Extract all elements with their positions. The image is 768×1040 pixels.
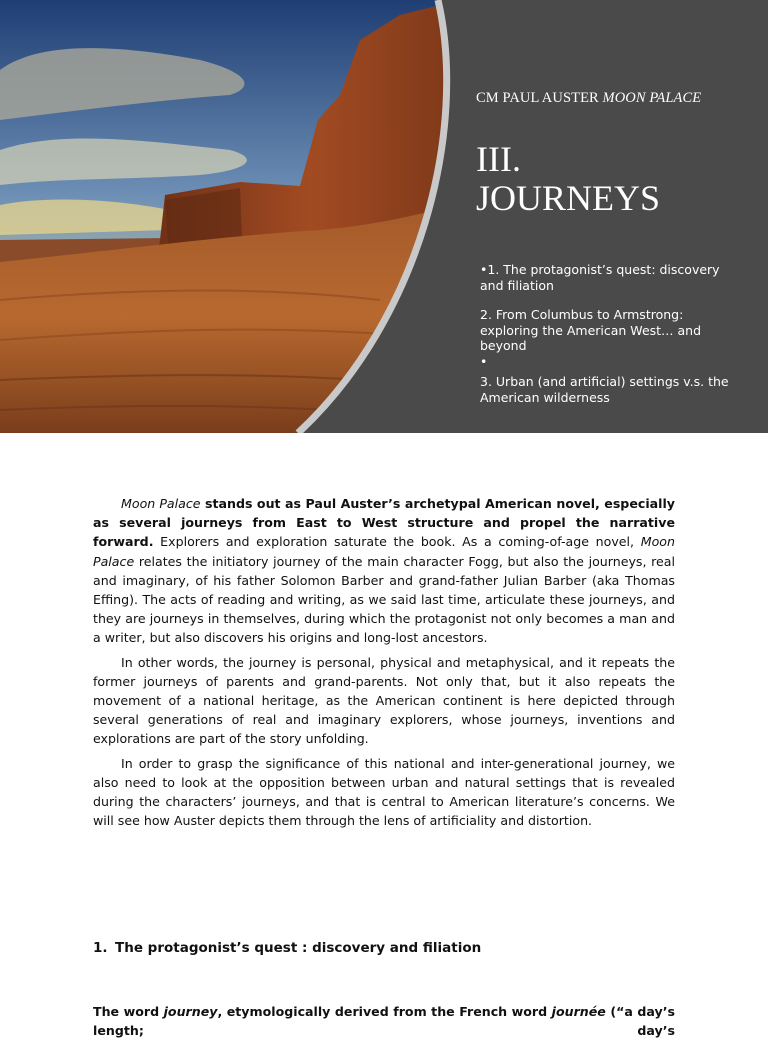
intro-text <box>93 494 675 835</box>
course-title-italic: MOON PALACE <box>602 90 702 106</box>
chapter-outline <box>480 262 742 419</box>
paragraph-1 <box>93 494 675 648</box>
paragraph-3: In order to grasp the significance of this national and inter-generational journey, we also need to look at the opposition between urban and natural settings that is revealed during the characters’ journeys, and that is central to American literature’s concerns. We will see how Auster depicts them through the lens of artificiality and distortion. <box>93 755 675 829</box>
text-run: , etymologically derived from the French word <box>217 1004 552 1019</box>
chapter-name: JOURNEYS <box>476 178 661 218</box>
outline-item-3: 3. Urban (and artificial) settings v.s. the American wilderness <box>480 373 729 405</box>
header-banner <box>0 0 768 433</box>
paragraph-1-text-b: relates the initiatory journey of the main character Fogg, but also the journeys, real and imaginary, of his father Solomon Barber and grand-father Julian Barber (aka Thomas Effing). The acts of reading and writing, as we said last time, articulate these journeys, and they are journeys in themselves, during which the protagonist not only becomes a man and a writer, but also discovers his origins and long-lost ancestors. <box>93 553 675 646</box>
term-journee: journée <box>551 1004 606 1019</box>
novel-title: Moon Palace <box>121 496 201 511</box>
outline-bullet: • <box>480 353 488 369</box>
text-run: (“a day’s length; day’s <box>93 1004 675 1038</box>
course-prefix: CM PAUL AUSTER <box>476 90 603 106</box>
section-heading <box>93 940 481 956</box>
paragraph-1-text-a: Explorers and exploration saturate the book. As a coming-of-age novel, <box>153 534 641 550</box>
thesis-sentence: stands out as Paul Auster’s archetypal American novel, especially as several journeys from East to West structure and propel the narrative forward. <box>93 496 675 550</box>
novel-title: Moon Palace <box>93 534 675 569</box>
course-title <box>476 90 701 107</box>
outline-item-1: •1. The protagonist’s quest: discovery and filiation <box>480 262 720 293</box>
section-text-start <box>93 1002 675 1040</box>
outline-item-2: 2. From Columbus to Armstrong: exploring the American West… and beyond <box>480 307 702 354</box>
paragraph-2: In other words, the journey is personal, physical and metaphysical, and it repeats the former journeys of parents and grand-parents. Not only that, but it also repeats the movement of a national heritage, as the American continent is here depicted through several generations of real and imaginary explorers, whose journeys, inventions and explorations are part of the story unfolding. <box>93 654 675 747</box>
text-run: The word <box>93 1004 164 1019</box>
chapter-number: III. <box>476 139 521 179</box>
chapter-title <box>476 140 660 218</box>
section-title: The protagonist’s quest : discovery and filiation <box>115 940 482 956</box>
term-journey: journey <box>163 1004 218 1019</box>
section-number: 1. <box>93 940 108 956</box>
